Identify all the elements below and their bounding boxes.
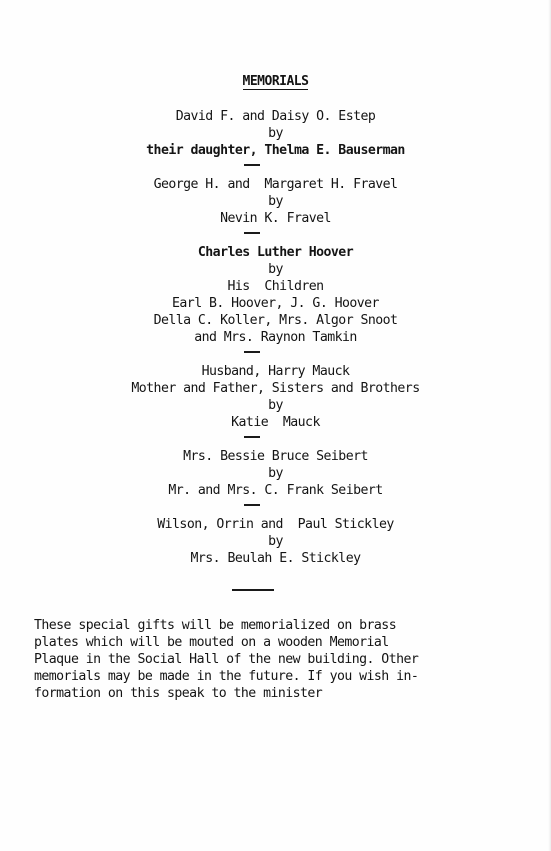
memorial-donor: Earl B. Hoover, J. G. Hoover (172, 296, 379, 311)
memorial-by: by (268, 466, 283, 481)
memorial-line: Mrs. Bessie Bruce Seibert (183, 449, 368, 464)
memorial-donor: and Mrs. Raynon Tamkin (194, 330, 357, 345)
memorial-donor: Mr. and Mrs. C. Frank Seibert (168, 483, 383, 498)
memorial-by: by (268, 534, 283, 549)
section-divider (232, 589, 274, 591)
note-line: formation on this speak to the minister (34, 686, 323, 701)
memorial-donor: Della C. Koller, Mrs. Algor Snoot (153, 313, 398, 328)
memorial-separator (0, 227, 551, 244)
memorial-by: by (268, 398, 283, 413)
memorial-line: George H. and Margaret H. Fravel (153, 177, 398, 192)
memorial-line: Husband, Harry Mauck (201, 364, 350, 379)
memorial-line: Wilson, Orrin and Paul Stickley (157, 517, 394, 532)
memorial-by: by (268, 194, 283, 209)
page-title-text: MEMORIALS (242, 74, 309, 89)
note-line: Plaque in the Social Hall of the new building. Other (34, 652, 419, 667)
memorial-donor: His Children (227, 279, 324, 294)
memorial-line: Charles Luther Hoover (197, 245, 354, 260)
memorial-donor: Nevin K. Fravel (220, 211, 331, 226)
memorial-donor: Katie Mauck (231, 415, 320, 430)
memorial-donor: Mrs. Beulah E. Stickley (190, 551, 361, 566)
memorial-separator (0, 159, 551, 176)
memorials-list (0, 108, 551, 567)
memorial-separator (0, 431, 551, 448)
note-line: These special gifts will be memorialized on brass (34, 618, 397, 633)
memorial-line: David F. and Daisy O. Estep (175, 109, 376, 124)
memorial-note-paragraph (34, 617, 514, 702)
memorial-line: Mother and Father, Sisters and Brothers (131, 381, 420, 396)
memorial-by: by (268, 262, 283, 277)
memorial-separator (0, 346, 551, 363)
note-line: memorials may be made in the future. If you wish in- (34, 669, 419, 684)
page-title (0, 74, 551, 89)
memorial-donor: their daughter, Thelma E. Bauserman (146, 143, 405, 158)
memorial-separator (0, 499, 551, 516)
note-line: plates which will be mouted on a wooden Memorial (34, 635, 389, 650)
memorial-by: by (268, 126, 283, 141)
